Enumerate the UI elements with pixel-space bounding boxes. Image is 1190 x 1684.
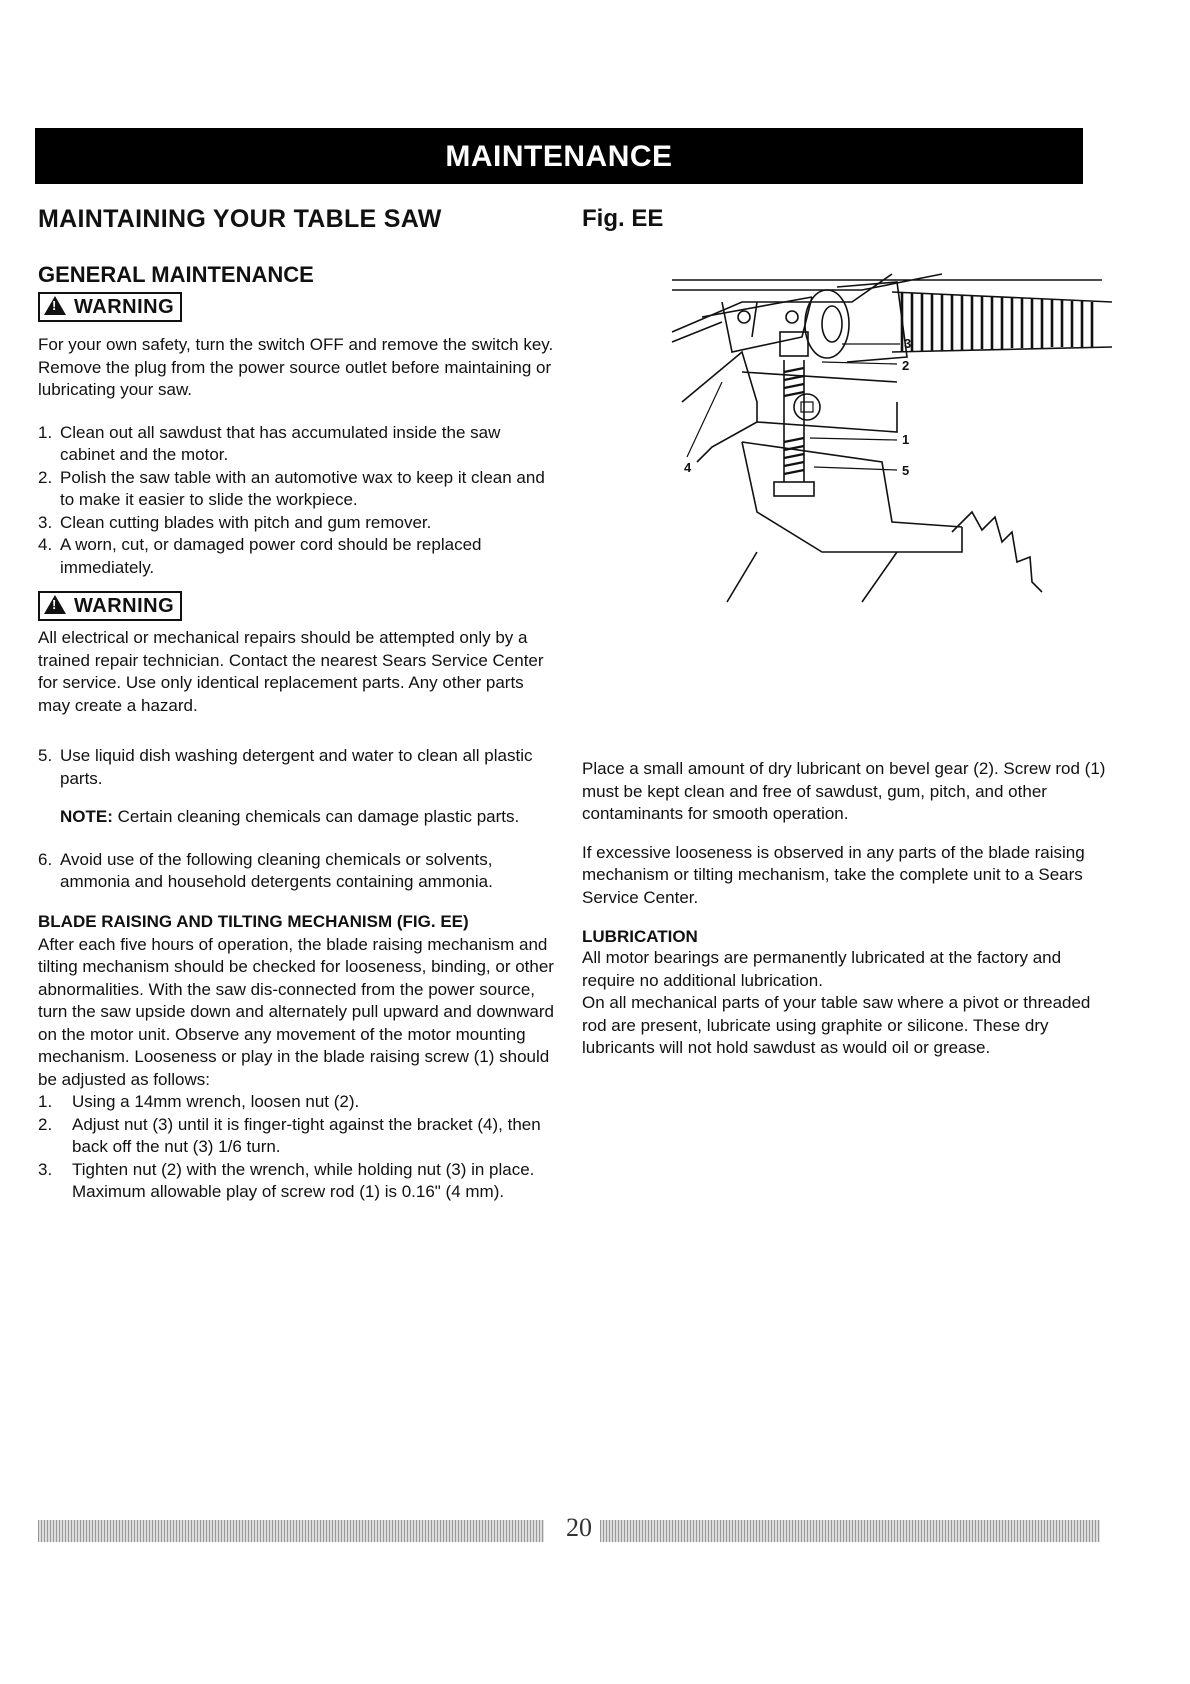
note-paragraph [38, 806, 558, 829]
list-item: 2. Adjust nut (3) until it is finger-tight against the bracket (4), then back off the nut (3) 1/6 turn. [38, 1114, 541, 1156]
warning-triangle-icon [44, 595, 66, 614]
blade-mechanism-text: After each five hours of operation, the blade raising mechanism and tilting mechanism should be checked for looseness, binding, or other abnormalities. With the saw dis-connected from the power source, turn the saw upside down and alternately pull upward and downward on the motor unit. Observe any movement of the motor mounting mechanism. Looseness or play in the blade raising screw (1) should be adjusted as follows: [38, 934, 554, 1089]
lubricant-paragraph: Place a small amount of dry lubricant on bevel gear (2). Screw rod (1) must be kept clean and free of sawdust, gum, pitch, and other contaminants for smooth operation. [582, 759, 1106, 823]
page-number: 20 [566, 1513, 592, 1542]
warning-text-1: For your own safety, turn the switch OFF and remove the switch key. Remove the plug from the power source outlet before maintaining or lubricating your saw. [38, 335, 554, 399]
figure-callout-1: 1 [902, 432, 910, 447]
figure-nut-5 [774, 482, 814, 496]
figure-nut-2-hex [801, 402, 813, 412]
warning-box-1 [38, 292, 182, 322]
figure-title: Fig. EE [582, 205, 664, 232]
maintenance-list [38, 422, 558, 580]
figure-hole [738, 311, 750, 323]
figure-legs [727, 552, 897, 602]
list-item: 4. A worn, cut, or damaged power cord should be replaced immediately. [38, 535, 482, 577]
lubrication-text-1: All motor bearings are permanently lubricated at the factory and require no additional lubrication. [582, 948, 1062, 990]
figure-saw-blade [952, 512, 1042, 592]
cleaning-list-2 [38, 849, 558, 894]
right-column-text [582, 758, 1117, 1060]
warning-label: WARNING [74, 296, 175, 318]
figure-lower-bracket [742, 442, 962, 552]
left-column [38, 205, 558, 1204]
right-column [582, 205, 1122, 233]
general-maintenance-heading: GENERAL MAINTENANCE [38, 262, 314, 287]
list-item: 1. Clean out all sawdust that has accumulated inside the saw cabinet and the motor. [38, 422, 501, 464]
figure-callout-2: 2 [902, 358, 910, 373]
figure-gear-body [837, 282, 907, 362]
figure-callout-3: 3 [904, 336, 912, 351]
adjustment-steps [38, 1091, 558, 1204]
figure-gear-inner [822, 306, 842, 342]
figure-table-edge [672, 274, 1102, 317]
footer-bar-right [600, 1520, 1100, 1542]
section-banner: MAINTENANCE [35, 128, 1083, 184]
cleaning-list [38, 745, 558, 790]
list-item: 6. Avoid use of the following cleaning chemicals or solvents, ammonia and household detergents containing ammonia. [38, 849, 493, 891]
warning-box-2 [38, 591, 182, 621]
page-title: MAINTAINING YOUR TABLE SAW [38, 205, 442, 233]
warning-label: WARNING [74, 595, 175, 617]
warning-text-2: All electrical or mechanical repairs should be attempted only by a trained repair technician. Contact the nearest Sears Service Center for service. Use only identical replacement parts. Any other parts may create a hazard. [38, 628, 544, 715]
list-item: 1. Using a 14mm wrench, loosen nut (2). [38, 1092, 360, 1111]
figure-callout-4: 4 [684, 460, 692, 475]
figure-callout-5: 5 [902, 463, 910, 478]
lubrication-heading: LUBRICATION [582, 927, 698, 946]
figure-nut-2 [794, 394, 820, 420]
figure-bracket-4 [682, 352, 897, 462]
note-text: Certain cleaning chemicals can damage plastic parts. [112, 807, 520, 826]
footer-bar-left [38, 1520, 544, 1542]
looseness-paragraph: If excessive looseness is observed in any parts of the blade raising mechanism or tilting mechanism, take the complete unit to a Sears Service Center. [582, 842, 1085, 907]
warning-triangle-icon [44, 296, 66, 315]
list-item: 3. Clean cutting blades with pitch and gum remover. [38, 512, 432, 532]
figure-threaded-shaft [892, 292, 1112, 352]
list-item: 3. Tighten nut (2) with the wrench, while holding nut (3) in place. Maximum allowable play of screw rod (1) is 0.16" (4 mm). [38, 1159, 535, 1201]
blade-mechanism-figure [662, 262, 1112, 662]
list-item: 5. Use liquid dish washing detergent and water to clean all plastic parts. [38, 746, 533, 788]
list-item: 2. Polish the saw table with an automotive wax to keep it clean and to make it easier to slide the workpiece. [38, 467, 545, 509]
note-label: NOTE: [60, 807, 113, 826]
blade-mechanism-heading: BLADE RAISING AND TILTING MECHANISM (FIG. EE) [38, 911, 469, 931]
figure-hole [786, 311, 798, 323]
lubrication-text-2: On all mechanical parts of your table saw where a pivot or threaded rod are present, lubricate using graphite or silicone. These dry lubricants will not hold sawdust as would oil or grease. [582, 993, 1091, 1057]
